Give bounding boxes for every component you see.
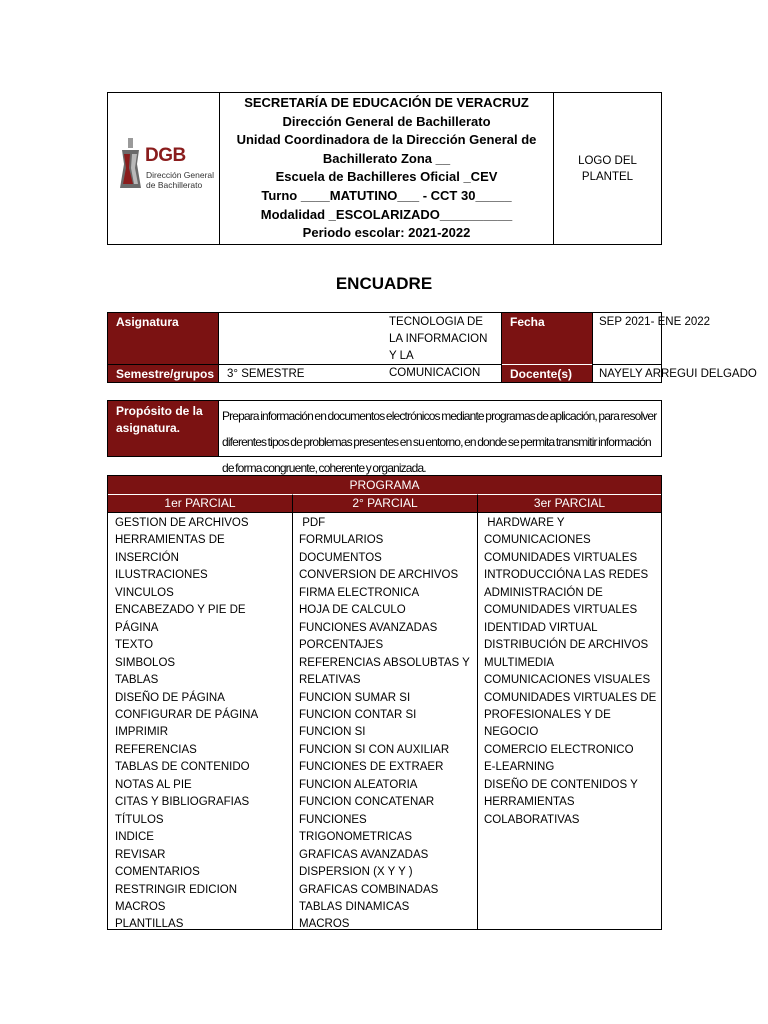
topic-item: NEGOCIO xyxy=(484,726,539,739)
topic-item: E-LEARNING xyxy=(484,761,555,774)
topic-item: TÍTULOS xyxy=(115,813,164,826)
topic-item: INDICE xyxy=(115,831,154,844)
topic-item: DISEÑO DE PÁGINA xyxy=(115,691,225,704)
topic-item: FUNCION ALEATORIA xyxy=(299,778,418,791)
header-line-5: Escuela de Bachilleres Oficial _CEV xyxy=(275,169,498,185)
asignatura-value: TECNOLOGIA DE LA INFORMACION Y LA COMUNICACION xyxy=(218,313,502,364)
topic-item: INTRODUCCIÓNA LAS REDES xyxy=(484,569,649,582)
topic-item: HERRAMIENTAS xyxy=(484,796,575,809)
topic-item: FUNCION CONTAR SI xyxy=(299,708,417,721)
topic-item: REFERENCIAS ABSOLUBTAS Y xyxy=(299,656,470,669)
header-line-6: Turno ____MATUTINO___ - CCT 30_____ xyxy=(261,187,512,203)
topic-item: FIRMA ELECTRONICA xyxy=(299,586,420,599)
programa-table xyxy=(107,475,662,930)
topic-item: GRAFICAS COMBINADAS xyxy=(299,883,439,896)
topic-item: FUNCIONES xyxy=(299,813,367,826)
topic-item: TRIGONOMETRICAS xyxy=(299,831,413,844)
topic-item: CITAS Y BIBLIOGRAFIAS xyxy=(115,796,250,809)
topic-item: DOCUMENTOS xyxy=(299,551,382,564)
semestre-label: Semestre/grupos xyxy=(108,364,218,382)
logo-word: DGB xyxy=(145,145,186,166)
topic-item: MACROS xyxy=(115,900,166,913)
topic-item: COMUNICACIONES xyxy=(484,534,591,547)
topic-item: VINCULOS xyxy=(115,586,174,599)
parcial-1-topics xyxy=(108,512,292,929)
header-table xyxy=(107,92,662,245)
topic-item: FUNCION SI xyxy=(299,726,366,739)
parcial-3-header: 3er PARCIAL xyxy=(477,494,661,512)
header-line-4: Bachillerato Zona __ xyxy=(322,150,451,166)
topic-item: FUNCION CONCATENAR xyxy=(299,796,435,809)
programa-title: PROGRAMA xyxy=(108,476,661,494)
topic-item: DISTRIBUCIÓN DE ARCHIVOS xyxy=(484,639,649,652)
topic-item: TABLAS DE CONTENIDO xyxy=(115,761,250,774)
topic-item: INSERCIÓN xyxy=(115,551,179,564)
topic-item: TEXTO xyxy=(115,639,154,652)
topic-item: RELATIVAS xyxy=(299,674,361,687)
topic-item: NOTAS AL PIE xyxy=(115,778,192,791)
topic-item: PÁGINA xyxy=(115,621,159,634)
fecha-label: Fecha xyxy=(502,313,592,364)
parcial-1-header: 1er PARCIAL xyxy=(108,494,292,512)
proposito-label: Propósito de la asignatura. xyxy=(108,401,218,456)
topic-item: FUNCIONES AVANZADAS xyxy=(299,621,438,634)
topic-item: IDENTIDAD VIRTUAL xyxy=(484,621,598,634)
topic-item: MACROS xyxy=(299,918,350,931)
topic-item: CONVERSION DE ARCHIVOS xyxy=(299,569,459,582)
semestre-value: 3° SEMESTRE xyxy=(218,364,502,382)
header-line-1: SECRETARÍA DE EDUCACIÓN DE VERACRUZ xyxy=(244,95,529,110)
topic-item: PORCENTAJES xyxy=(299,639,384,652)
topic-item: GESTION DE ARCHIVOS xyxy=(115,517,249,529)
topic-item: COMUNIDADES VIRTUALES xyxy=(484,551,638,564)
topic-item: COMERCIO ELECTRONICO xyxy=(484,743,634,756)
topic-item: COMUNIDADES VIRTUALES xyxy=(484,604,638,617)
parcial-2-header: 2° PARCIAL xyxy=(292,494,477,512)
institution-info xyxy=(220,93,554,244)
header-line-7: Modalidad _ESCOLARIZADO__________ xyxy=(260,206,513,222)
topic-item: MULTIMEDIA xyxy=(484,656,555,669)
page-title: ENCUADRE xyxy=(335,274,433,293)
logo-cell xyxy=(108,93,220,244)
topic-item: HOJA DE CALCULO xyxy=(299,604,406,617)
docente-label: Docente(s) xyxy=(502,364,592,382)
header-line-3: Unidad Coordinadora de la Dirección General de xyxy=(236,132,537,148)
logo-subtitle xyxy=(146,170,216,190)
topic-item: PDF xyxy=(299,517,326,529)
header-line-8: Periodo escolar: 2021-2022 xyxy=(302,225,471,241)
topic-item: PLANTILLAS xyxy=(115,918,184,931)
topic-item: FUNCIONES DE EXTRAER xyxy=(299,761,444,774)
topic-item: HARDWARE Y xyxy=(484,517,565,529)
topic-item: FORMULARIOS xyxy=(299,534,384,547)
topic-item: TABLAS xyxy=(115,674,159,687)
topic-item: REFERENCIAS xyxy=(115,743,197,756)
fecha-value: SEP 2021- ENE 2022 xyxy=(592,313,661,364)
header-line-2: Dirección General de Bachillerato xyxy=(282,113,491,129)
topic-item: DISEÑO DE CONTENIDOS Y xyxy=(484,778,638,791)
topic-item: RESTRINGIR EDICION xyxy=(115,883,238,896)
info-table xyxy=(107,312,757,383)
plantel-logo-cell xyxy=(554,93,661,244)
topic-item: ADMINISTRACIÓN DE xyxy=(484,586,603,599)
logo-subtitle-line-1: Dirección General xyxy=(146,170,215,180)
proposito-text: Prepara información en documentos electrónicos mediante programas de aplicación, para resolver diferentes tipos de problemas presentes en su entorno, en donde se permita transmitir información de forma congruente, coherente y organizada. xyxy=(218,401,661,456)
topic-item: HERRAMIENTAS DE xyxy=(115,534,225,547)
topic-item: COMENTARIOS xyxy=(115,866,200,879)
topic-item: TABLAS DINAMICAS xyxy=(299,900,410,913)
docente-value: NAYELY ARREGUI DELGADO xyxy=(592,364,661,382)
topic-item: FUNCION SUMAR SI xyxy=(299,691,411,704)
proposito-table xyxy=(107,400,662,475)
parcial-3-topics xyxy=(477,512,661,929)
topic-item: FUNCION SI CON AUXILIAR xyxy=(299,743,450,756)
topic-item: ILUSTRACIONES xyxy=(115,569,208,582)
topic-item: SIMBOLOS xyxy=(115,656,176,669)
topic-item: IMPRIMIR xyxy=(115,726,169,739)
topic-item: COMUNICACIONES VISUALES xyxy=(484,674,651,687)
topic-item: DISPERSION (X Y Y ) xyxy=(299,866,413,879)
dgb-logo-icon xyxy=(118,138,144,192)
logo-subtitle-line-2: de Bachillerato xyxy=(146,180,203,190)
topic-item: ENCABEZADO Y PIE DE xyxy=(115,604,246,617)
topic-item: CONFIGURAR DE PÁGINA xyxy=(115,708,259,721)
topic-item: COMUNIDADES VIRTUALES DE xyxy=(484,691,657,704)
topic-item: COLABORATIVAS xyxy=(484,813,580,826)
topic-item: GRAFICAS AVANZADAS xyxy=(299,848,429,861)
plantel-logo-placeholder: LOGO DEL PLANTEL xyxy=(578,154,637,183)
topic-item: PROFESIONALES Y DE xyxy=(484,708,611,721)
asignatura-label: Asignatura xyxy=(108,313,218,364)
topic-item: REVISAR xyxy=(115,848,166,861)
parcial-2-topics xyxy=(292,512,477,929)
